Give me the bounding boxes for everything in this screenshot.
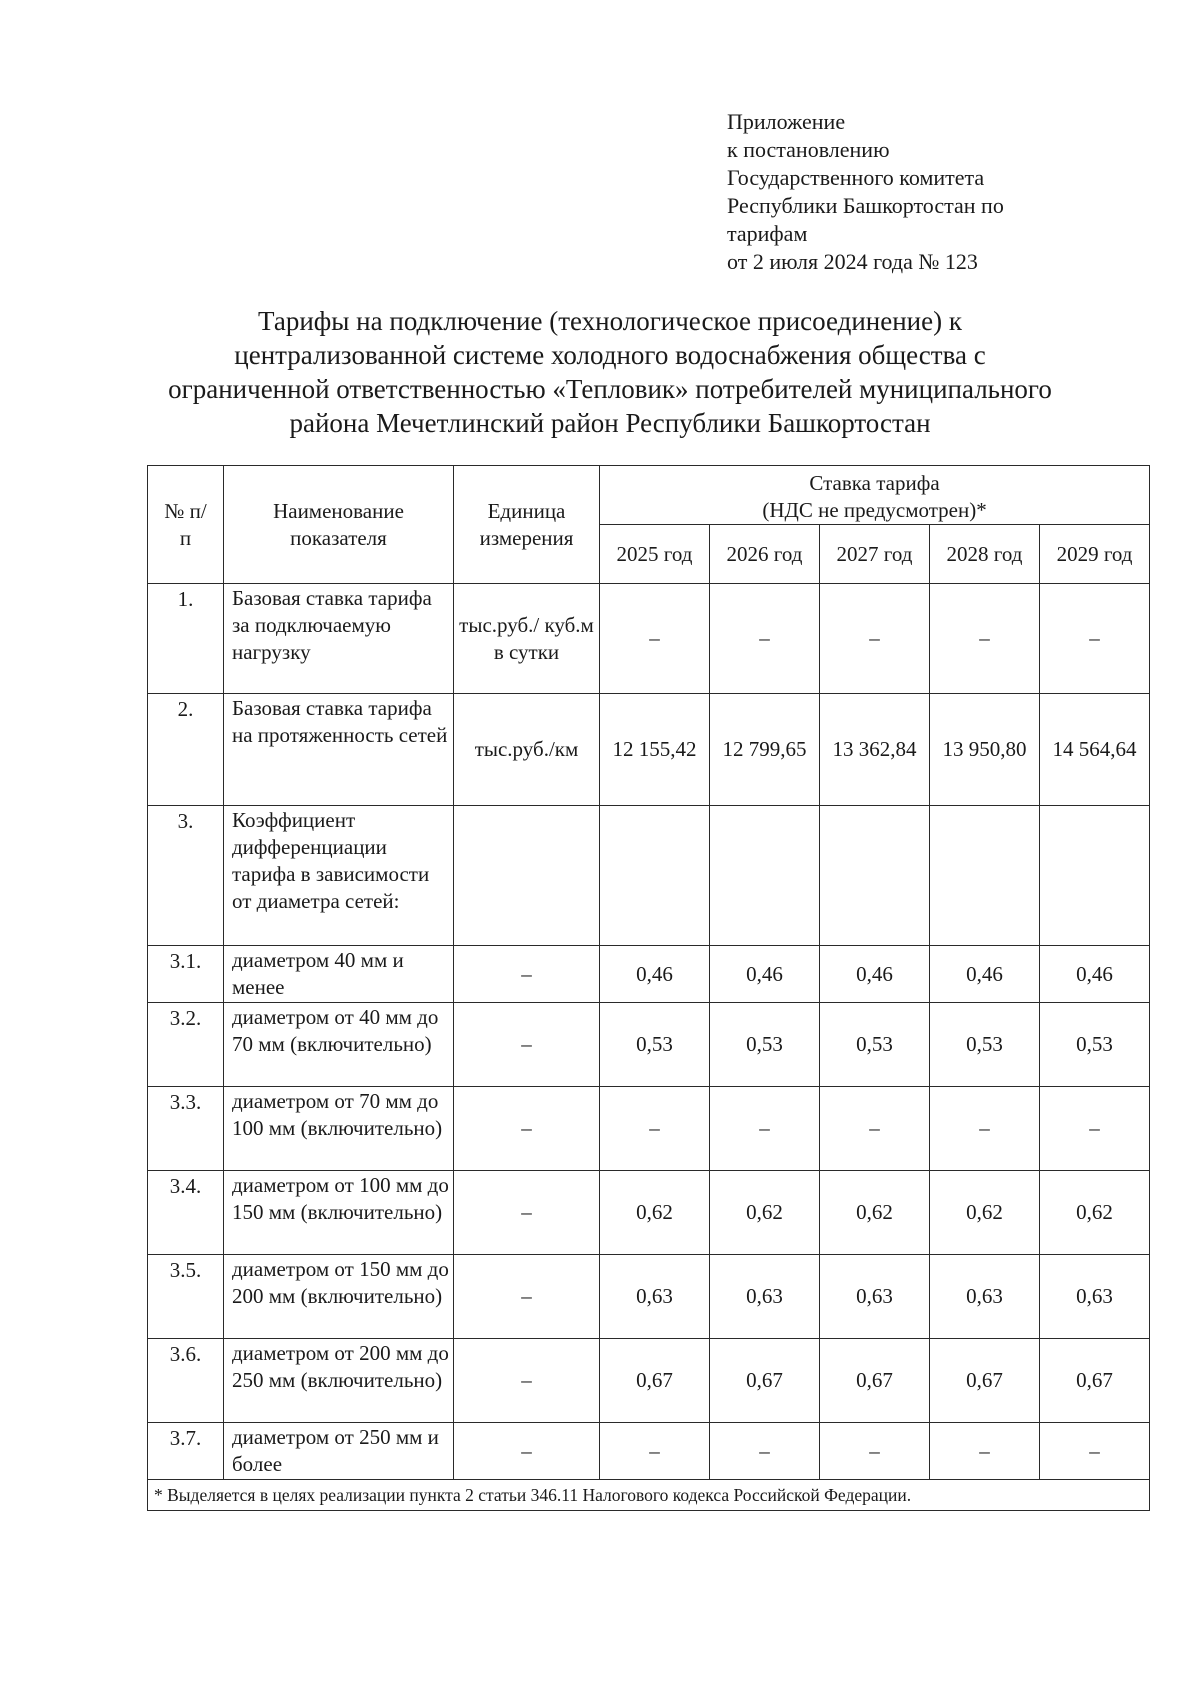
header-unit: Единица измерения — [454, 466, 600, 584]
row-value: 0,62 — [820, 1171, 930, 1255]
header-name: Наименование показателя — [224, 466, 454, 584]
row-unit: тыс.руб./км — [454, 694, 600, 806]
row-value: – — [600, 584, 710, 694]
footnote: * Выделяется в целях реализации пункта 2 статьи 346.11 Налогового кодекса Российской Федерации. — [148, 1480, 1150, 1511]
table-row — [148, 1087, 1150, 1171]
header-rate — [600, 466, 1150, 525]
row-num: 2. — [148, 694, 224, 806]
row-value: – — [820, 584, 930, 694]
footnote-row — [148, 1480, 1150, 1511]
header-rate-line1: Ставка тарифа — [809, 471, 940, 495]
annex-line: Государственного комитета — [727, 165, 985, 190]
annex-block — [727, 108, 1067, 276]
row-value: – — [1040, 1423, 1150, 1480]
title-line: района Мечетлинский район Республики Башкортостан — [289, 408, 931, 438]
row-value: 13 950,80 — [930, 694, 1040, 806]
row-value: 0,63 — [820, 1255, 930, 1339]
header-rate-line2: (НДС не предусмотрен)* — [762, 498, 987, 522]
row-value: 0,63 — [710, 1255, 820, 1339]
annex-line: к постановлению — [727, 137, 890, 162]
row-value: 0,46 — [820, 946, 930, 1003]
row-name: диаметром от 40 мм до 70 мм (включительно) — [224, 1003, 454, 1087]
row-value: – — [930, 1087, 1040, 1171]
row-value: 13 362,84 — [820, 694, 930, 806]
row-value — [600, 806, 710, 946]
row-name: диаметром от 150 мм до 200 мм (включительно) — [224, 1255, 454, 1339]
row-name: Базовая ставка тарифа на протяженность сетей — [224, 694, 454, 806]
row-unit: тыс.руб./ куб.м в сутки — [454, 584, 600, 694]
header-year: 2027 год — [820, 525, 930, 584]
table-row — [148, 1255, 1150, 1339]
row-value: 0,53 — [820, 1003, 930, 1087]
row-unit: – — [454, 1171, 600, 1255]
row-name: диаметром 40 мм и менее — [224, 946, 454, 1003]
table-row — [148, 806, 1150, 946]
table-row — [148, 694, 1150, 806]
row-num: 3.3. — [148, 1087, 224, 1171]
row-num: 3.2. — [148, 1003, 224, 1087]
row-value: 0,53 — [600, 1003, 710, 1087]
row-value: 12 799,65 — [710, 694, 820, 806]
row-num: 3.6. — [148, 1339, 224, 1423]
row-unit — [454, 806, 600, 946]
row-value: 0,62 — [710, 1171, 820, 1255]
row-num: 3.4. — [148, 1171, 224, 1255]
row-value — [1040, 806, 1150, 946]
row-value: 0,46 — [600, 946, 710, 1003]
row-num: 3.1. — [148, 946, 224, 1003]
row-value — [930, 806, 1040, 946]
table-row — [148, 946, 1150, 1003]
row-value: 0,67 — [820, 1339, 930, 1423]
row-value: 0,63 — [930, 1255, 1040, 1339]
row-value: 0,53 — [930, 1003, 1040, 1087]
table-row — [148, 1171, 1150, 1255]
document-title — [150, 304, 1070, 440]
tariff-table — [147, 465, 1150, 1511]
row-value: – — [710, 1087, 820, 1171]
row-value: 0,46 — [930, 946, 1040, 1003]
header-row — [148, 466, 1150, 525]
annex-line: Республики Башкортостан по — [727, 193, 1004, 218]
annex-line: тарифам — [727, 221, 808, 246]
row-name: Коэффициент дифференциации тарифа в зависимости от диаметра сетей: — [224, 806, 454, 946]
table-row — [148, 1423, 1150, 1480]
title-line: централизованной системе холодного водоснабжения общества с — [234, 340, 986, 370]
row-value: 0,63 — [1040, 1255, 1150, 1339]
row-unit: – — [454, 946, 600, 1003]
row-value: 12 155,42 — [600, 694, 710, 806]
row-value: 0,53 — [710, 1003, 820, 1087]
row-value: – — [930, 1423, 1040, 1480]
row-name: диаметром от 100 мм до 150 мм (включительно) — [224, 1171, 454, 1255]
row-value: – — [710, 1423, 820, 1480]
row-name: диаметром от 200 мм до 250 мм (включительно) — [224, 1339, 454, 1423]
table-row — [148, 584, 1150, 694]
table-row — [148, 1003, 1150, 1087]
row-value: – — [1040, 1087, 1150, 1171]
row-value: 14 564,64 — [1040, 694, 1150, 806]
row-value: 0,53 — [1040, 1003, 1150, 1087]
row-name: диаметром от 70 мм до 100 мм (включительно) — [224, 1087, 454, 1171]
row-value: 0,67 — [930, 1339, 1040, 1423]
header-year: 2025 год — [600, 525, 710, 584]
row-num: 3.5. — [148, 1255, 224, 1339]
row-value: 0,46 — [1040, 946, 1150, 1003]
header-year: 2026 год — [710, 525, 820, 584]
annex-line: Приложение — [727, 109, 846, 134]
table-row — [148, 1339, 1150, 1423]
row-value — [710, 806, 820, 946]
row-value: – — [930, 584, 1040, 694]
header-num: № п/п — [148, 466, 224, 584]
row-value: – — [710, 584, 820, 694]
title-line: Тарифы на подключение (технологическое присоединение) к — [258, 306, 962, 336]
row-unit: – — [454, 1339, 600, 1423]
annex-line: от 2 июля 2024 года № 123 — [727, 249, 978, 274]
row-num: 1. — [148, 584, 224, 694]
row-value: 0,67 — [1040, 1339, 1150, 1423]
header-year: 2029 год — [1040, 525, 1150, 584]
row-value: 0,46 — [710, 946, 820, 1003]
row-unit: – — [454, 1255, 600, 1339]
row-unit: – — [454, 1087, 600, 1171]
row-value: 0,67 — [600, 1339, 710, 1423]
row-value: – — [820, 1423, 930, 1480]
row-value: 0,67 — [710, 1339, 820, 1423]
row-value: – — [600, 1087, 710, 1171]
row-value: 0,63 — [600, 1255, 710, 1339]
row-value: 0,62 — [930, 1171, 1040, 1255]
title-line: ограниченной ответственностью «Тепловик» потребителей муниципального — [168, 374, 1052, 404]
row-num: 3.7. — [148, 1423, 224, 1480]
row-unit: – — [454, 1423, 600, 1480]
row-value: 0,62 — [600, 1171, 710, 1255]
row-value: – — [600, 1423, 710, 1480]
header-year: 2028 год — [930, 525, 1040, 584]
row-value: – — [1040, 584, 1150, 694]
row-value — [820, 806, 930, 946]
row-value: – — [820, 1087, 930, 1171]
row-unit: – — [454, 1003, 600, 1087]
row-num: 3. — [148, 806, 224, 946]
row-name: Базовая ставка тарифа за подключаемую нагрузку — [224, 584, 454, 694]
row-name: диаметром от 250 мм и более — [224, 1423, 454, 1480]
row-value: 0,62 — [1040, 1171, 1150, 1255]
